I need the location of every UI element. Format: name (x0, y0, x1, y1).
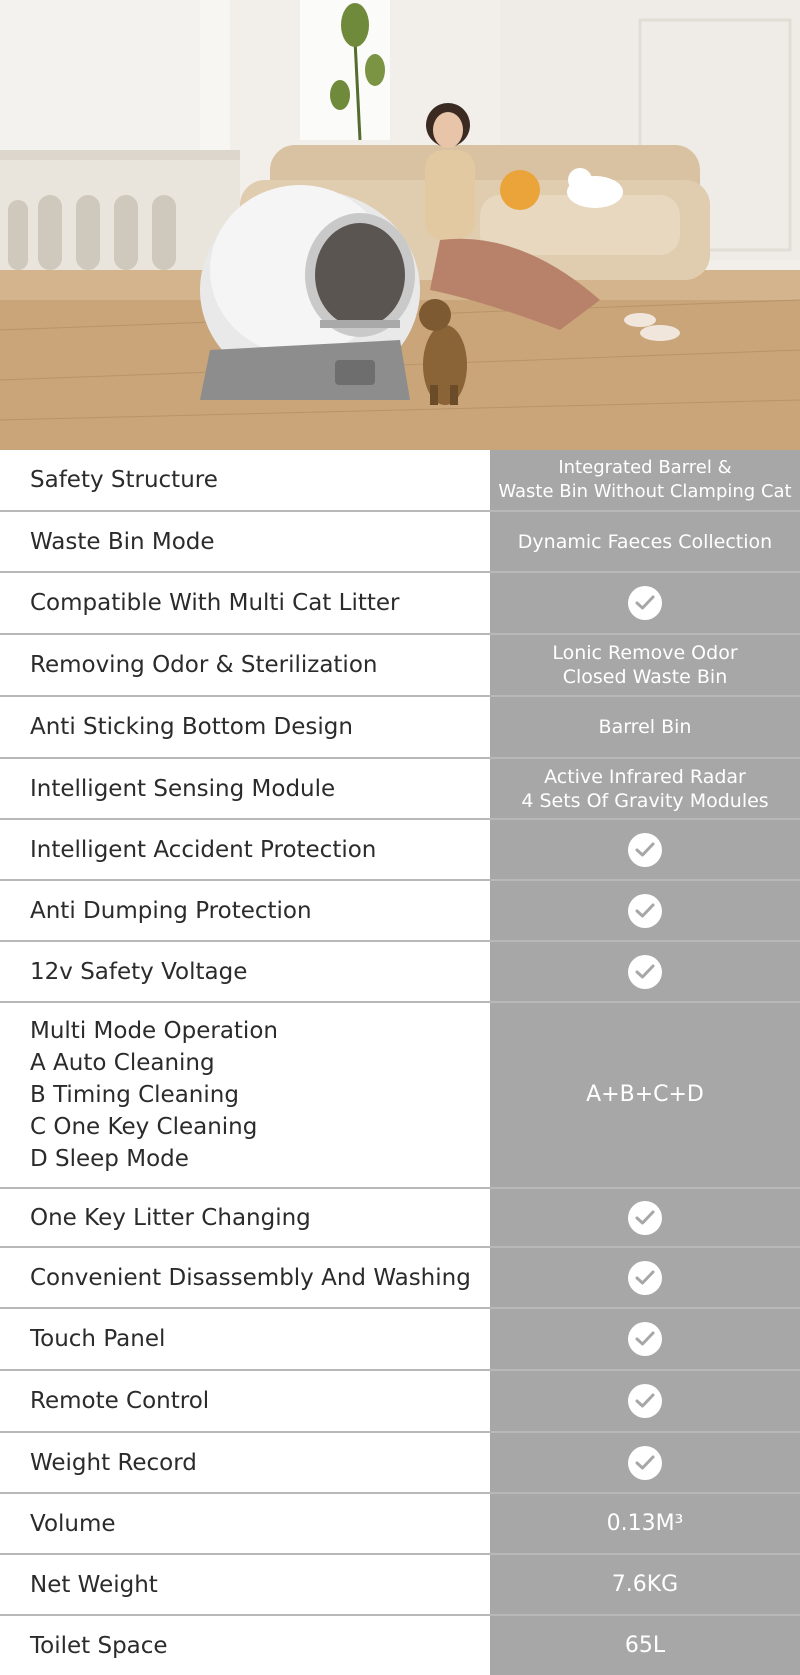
spec-label: Touch Panel (0, 1309, 490, 1369)
spec-value: Integrated Barrel & Waste Bin Without Clamping Cat (490, 450, 800, 510)
table-row (0, 1307, 800, 1369)
table-row (0, 1246, 800, 1307)
spec-label: Intelligent Sensing Module (0, 759, 490, 818)
spec-label: Toilet Space (0, 1616, 490, 1675)
table-row (0, 450, 800, 510)
table-row (0, 818, 800, 879)
spec-value: Lonic Remove Odor Closed Waste Bin (490, 635, 800, 695)
spec-value (490, 1433, 800, 1492)
table-row (0, 1614, 800, 1675)
spec-value: Active Infrared Radar 4 Sets Of Gravity Modules (490, 759, 800, 818)
spec-value (490, 881, 800, 940)
spec-label: Remote Control (0, 1371, 490, 1431)
spec-value: 7.6KG (490, 1555, 800, 1614)
spec-label: One Key Litter Changing (0, 1189, 490, 1246)
check-circle-icon (628, 1384, 662, 1418)
check-circle-icon (628, 833, 662, 867)
spec-value: 0.13M³ (490, 1494, 800, 1553)
spec-label: Convenient Disassembly And Washing (0, 1248, 490, 1307)
check-circle-icon (628, 1322, 662, 1356)
spec-value (490, 1248, 800, 1307)
spec-label: Waste Bin Mode (0, 512, 490, 571)
spec-value (490, 820, 800, 879)
spec-value: Dynamic Faeces Collection (490, 512, 800, 571)
spec-value (490, 942, 800, 1001)
table-row (0, 1431, 800, 1492)
spec-label: Anti Dumping Protection (0, 881, 490, 940)
spec-label: Volume (0, 1494, 490, 1553)
check-circle-icon (628, 955, 662, 989)
product-hero-image (0, 0, 800, 450)
table-row (0, 633, 800, 695)
table-row (0, 571, 800, 633)
check-circle-icon (628, 1201, 662, 1235)
spec-label: Removing Odor & Sterilization (0, 635, 490, 695)
table-row (0, 1001, 800, 1187)
spec-label: 12v Safety Voltage (0, 942, 490, 1001)
hero-scene (0, 0, 800, 450)
spec-table (0, 450, 800, 1675)
spec-label: Net Weight (0, 1555, 490, 1614)
check-circle-icon (628, 586, 662, 620)
table-row (0, 1369, 800, 1431)
table-row (0, 879, 800, 940)
spec-value: 65L (490, 1616, 800, 1675)
spec-value (490, 573, 800, 633)
check-circle-icon (628, 1446, 662, 1480)
spec-value: Barrel Bin (490, 697, 800, 757)
spec-label: Intelligent Accident Protection (0, 820, 490, 879)
table-row (0, 757, 800, 818)
spec-label: Multi Mode Operation A Auto Cleaning B Timing Cleaning C One Key Cleaning D Sleep Mode (0, 1003, 490, 1187)
table-row (0, 1492, 800, 1553)
spec-label: Safety Structure (0, 450, 490, 510)
spec-label: Anti Sticking Bottom Design (0, 697, 490, 757)
spec-value (490, 1371, 800, 1431)
spec-value (490, 1189, 800, 1246)
table-row (0, 940, 800, 1001)
table-row (0, 695, 800, 757)
spec-value (490, 1309, 800, 1369)
table-row (0, 510, 800, 571)
table-row (0, 1553, 800, 1614)
spec-value: A+B+C+D (490, 1003, 800, 1187)
check-circle-icon (628, 894, 662, 928)
check-circle-icon (628, 1261, 662, 1295)
spec-label: Compatible With Multi Cat Litter (0, 573, 490, 633)
spec-label: Weight Record (0, 1433, 490, 1492)
table-row (0, 1187, 800, 1246)
